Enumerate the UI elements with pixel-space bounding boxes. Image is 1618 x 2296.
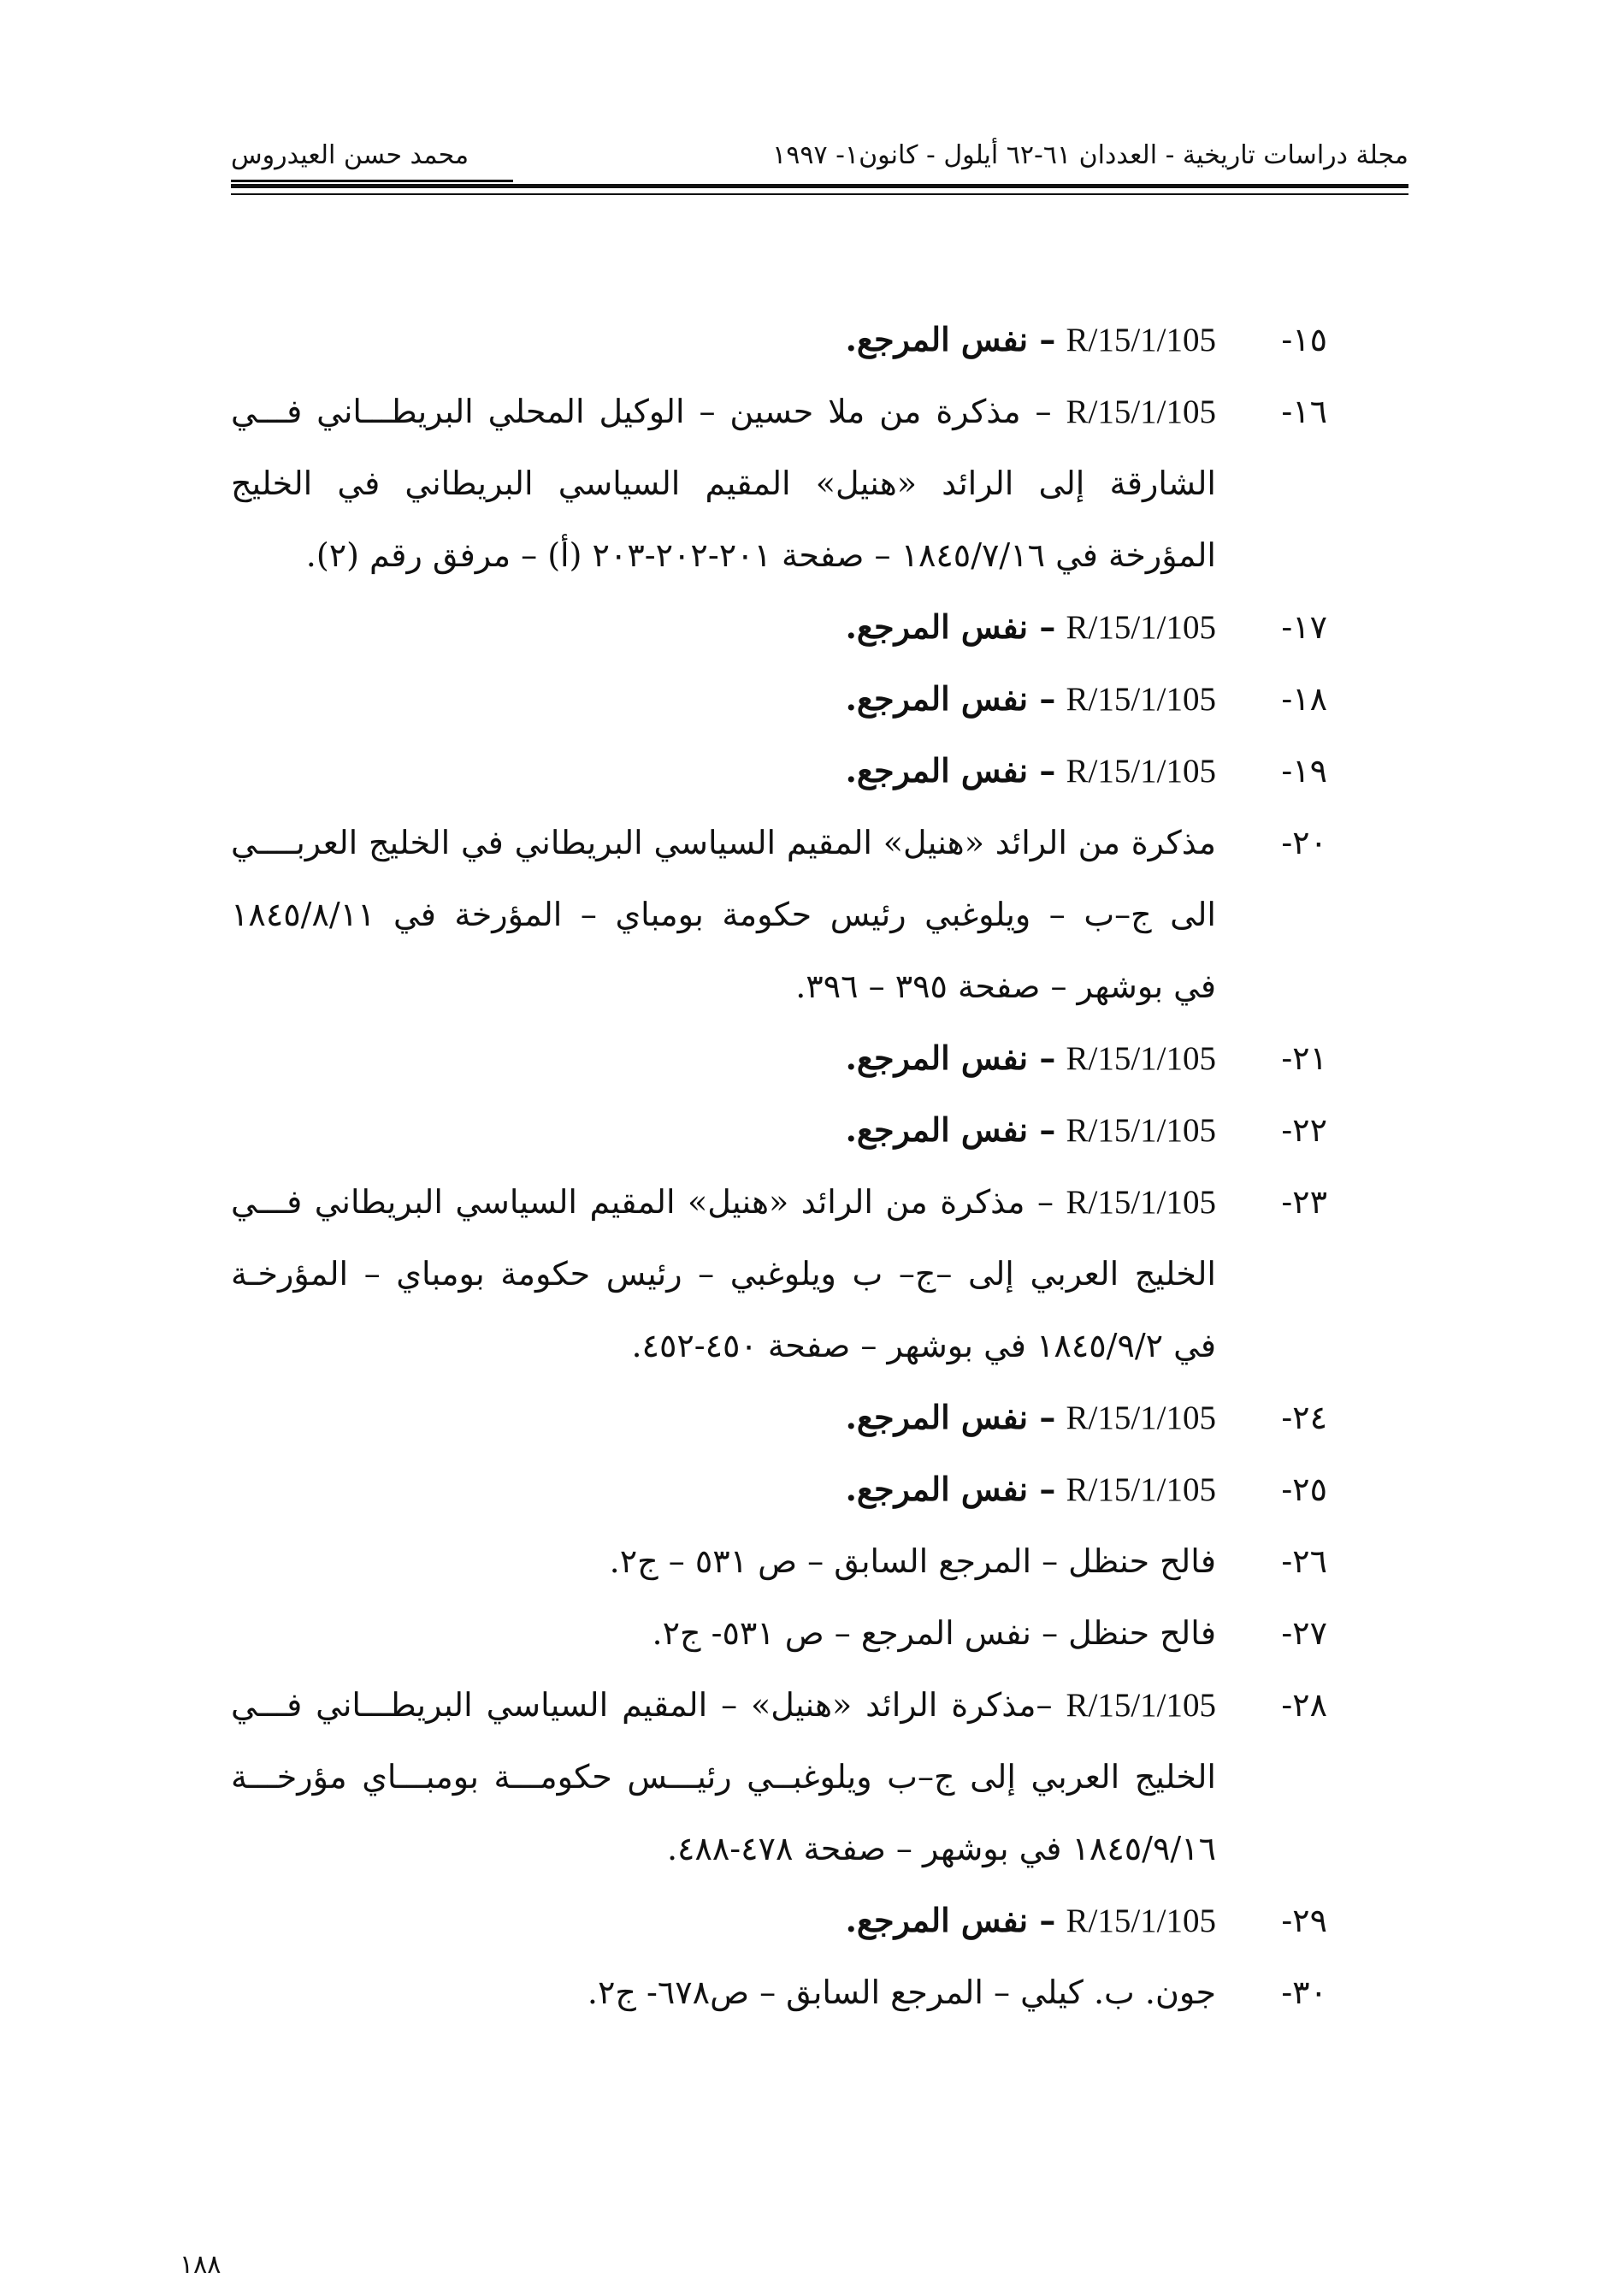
note-15: ١٥- R/15/1/105 – نفس المرجع. — [845, 320, 1327, 358]
note-29: ٢٩- R/15/1/105 – نفس المرجع. — [845, 1901, 1327, 1939]
header-rule-thick — [231, 184, 1408, 188]
header-rule-thin — [231, 193, 1408, 195]
note-23: ٢٣- R/15/1/105 – مذكرة من الرائد «هنيل» المقيم السياسي البريطاني فـــي الخليج العربي إلى –ج– ب ويلوغبي – رئيس حكومة بومباي – المؤرخـة في ١٨٤٥/٩/٢ في بوشهر – صفحة ٤٥٠-٤٥٢. — [231, 1183, 1327, 1364]
author-underline — [231, 180, 513, 182]
note-20: ٢٠- مذكرة من الرائد «هنيل» المقيم السياسي البريطاني في الخليج العربــــي الى ج–ب – ويلوغبي رئيس حكومة بومباي – المؤرخة في ١٨٤٥/٨/١١ في بوشهر – صفحة ٣٩٥ – ٣٩٦. — [231, 824, 1327, 1005]
note-27: ٢٧- فالح حنظل – نفس المرجع – ص ٥٣١- ج٢. — [652, 1614, 1327, 1652]
note-30: ٣٠- جون. ب. كيلي – المرجع السابق – ص٦٧٨- ج٢. — [587, 1973, 1327, 2011]
note-17: ١٧- R/15/1/105 – نفس المرجع. — [845, 607, 1327, 646]
note-16: ١٦- R/15/1/105 – مذكرة من ملا حسين – الوكيل المحلي البريطـــاني فـــي الشارقة إلى الرائد «هنيل» المقيم السياسي البريطاني في الخليج المؤرخة في ١٨٤٥/٧/١٦ – صفحة ٢٠١-٢٠٢-٢٠٣ (أ) – مرفق رقم (٢). — [231, 393, 1327, 574]
page-number: ١٨٨ — [180, 2250, 221, 2280]
note-24: ٢٤- R/15/1/105 – نفس المرجع. — [845, 1398, 1327, 1436]
note-25: ٢٥- R/15/1/105 – نفس المرجع. — [845, 1470, 1327, 1508]
note-26: ٢٦- فالح حنظل – المرجع السابق – ص ٥٣١ – ج٢. — [609, 1542, 1327, 1580]
endnotes-list — [231, 304, 1327, 2028]
note-22: ٢٢- R/15/1/105 – نفس المرجع. — [845, 1110, 1327, 1149]
journal-title: مجلة دراسات تاريخية - العددان ٦١-٦٢ أيلول - كانون١- ١٩٩٧ — [772, 140, 1408, 170]
note-18: ١٨- R/15/1/105 – نفس المرجع. — [845, 679, 1327, 718]
note-21: ٢١- R/15/1/105 – نفس المرجع. — [845, 1039, 1327, 1077]
note-19: ١٩- R/15/1/105 – نفس المرجع. — [845, 751, 1327, 790]
note-28: ٢٨- R/15/1/105 –مذكرة الرائد «هنيل» – المقيم السياسي البريطـــاني فـــي الخليج العربي إلى ج–ب ويلوغبــي رئيـــس حكومـــة بومبـــاي مؤرخـــة ١٨٤٥/٩/١٦ في بوشهر – صفحة ٤٧٨-٤٨٨. — [231, 1686, 1327, 1867]
running-header — [231, 137, 1408, 180]
author-name: محمد حسن العيدروس — [231, 140, 469, 170]
